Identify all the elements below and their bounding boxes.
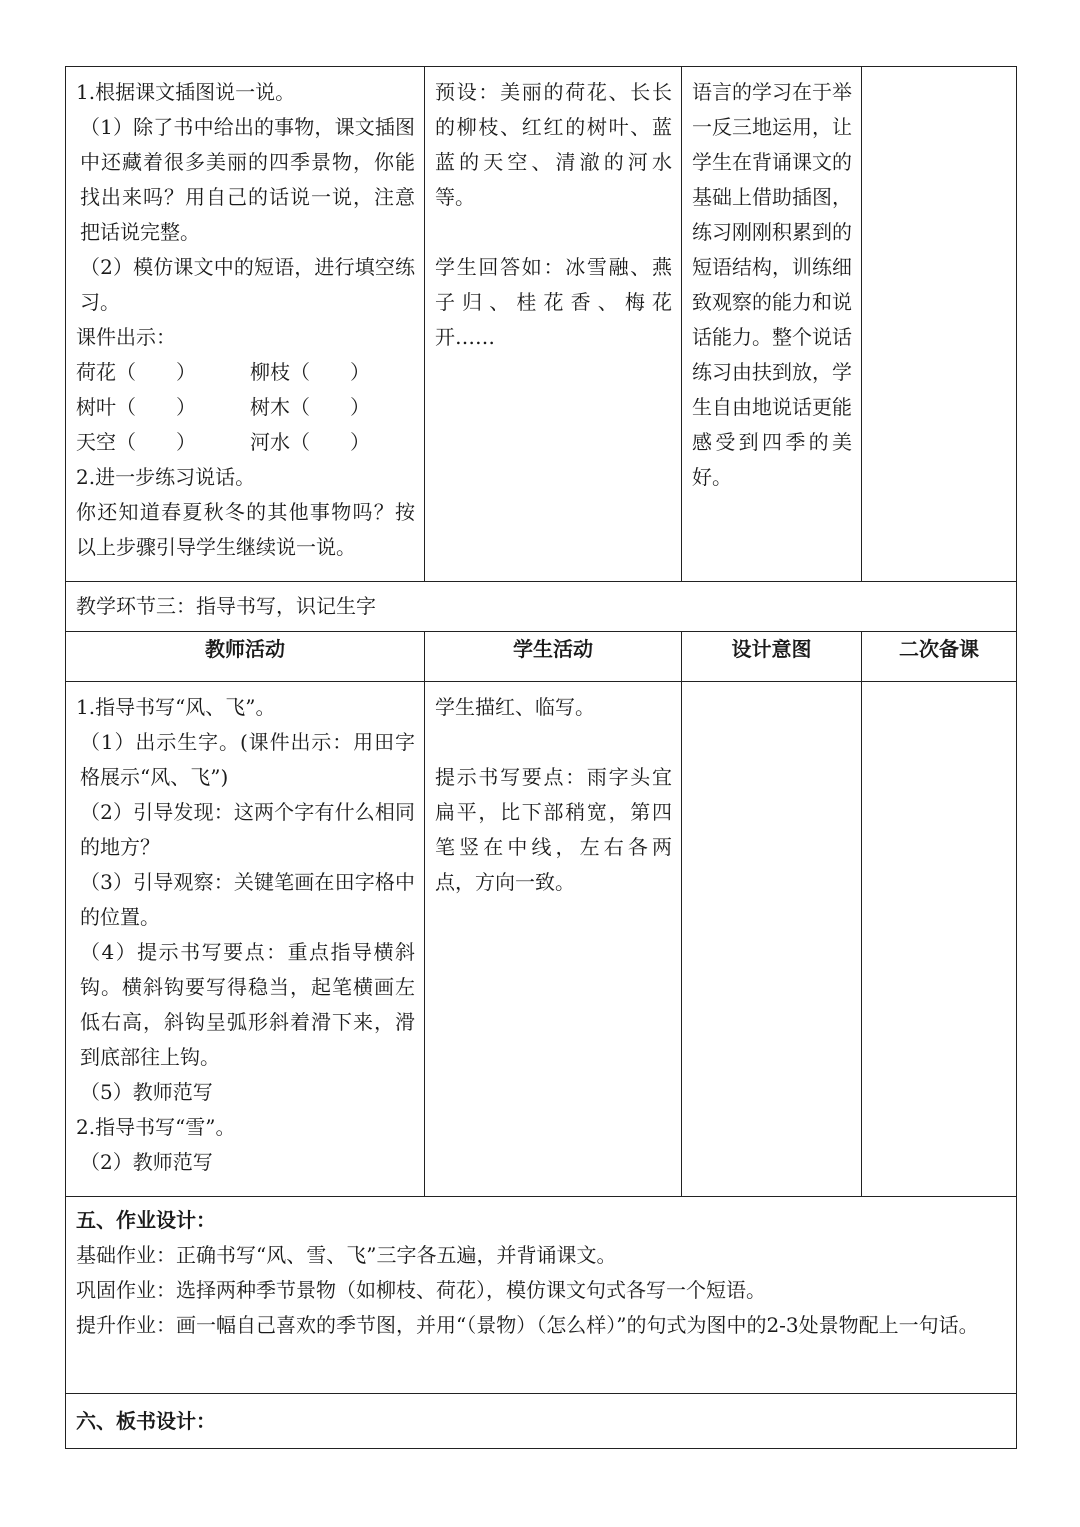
student-line: 学生回答如：冰雪融、燕子归、桂花香、梅花开……: [435, 255, 672, 349]
teacher-line: （1）除了书中给出的事物，课文插图中还藏着很多美丽的四季景物，你能找出来吗？用自己的话说一说，注意把话说完整。: [80, 115, 415, 244]
design-text: 语言的学习在于举一反三地运用，让学生在背诵课文的基础上借助插图，练习刚刚积累到的短语结构，训练细致观察的能力和说话能力。整个说话练习由扶到放，学生自由地说话更能感受到四季的美好。: [692, 80, 852, 489]
student-line: 预设：美丽的荷花、长长的柳枝、红红的树叶、蓝蓝的天空、清澈的河水等。: [435, 80, 672, 209]
fill-blank-item: 树木（ ）: [250, 395, 370, 419]
teacher-line: 2.指导书写“雪”。: [76, 1115, 236, 1139]
board-design-cell: [66, 1394, 1017, 1449]
homework-advanced: 提升作业：画一幅自己喜欢的季节图，并用“（景物）（怎么样）”的句式为图中的2-3处景物配上一句话。: [76, 1313, 979, 1337]
homework-cell: [66, 1197, 1017, 1394]
homework-row: [66, 1197, 1017, 1394]
header-design: 设计意图: [682, 632, 862, 682]
teacher-line: （4）提示书写要点：重点指导横斜钩。横斜钩要写得稳当，起笔横画左低右高，斜钩呈弧形斜着滑下来，滑到底部往上钩。: [80, 940, 415, 1069]
teacher-line: （2）教师范写: [80, 1150, 213, 1174]
student-line: 学生描红、临写。: [435, 695, 595, 719]
student-activity-cell: [425, 67, 682, 582]
fill-blank-row: [76, 355, 415, 390]
teacher-line: 1.根据课文插图说一说。: [76, 80, 296, 104]
design-intent-cell: [682, 682, 862, 1197]
board-design-row: [66, 1394, 1017, 1449]
teacher-line: 你还知道春夏秋冬的其他事物吗？按以上步骤引导学生继续说一说。: [76, 500, 415, 559]
fill-blank-item: 树叶（ ）: [76, 395, 196, 419]
section-title: 教学环节三：指导书写，识记生字: [76, 594, 376, 618]
fill-blank-item: 荷花（ ）: [76, 360, 196, 384]
second-prep-cell: [862, 67, 1017, 582]
teacher-line: （3）引导观察：关键笔画在田字格中的位置。: [80, 870, 415, 929]
teacher-line: 1.指导书写“风、飞”。: [76, 695, 276, 719]
teacher-line: 课件出示：: [76, 325, 176, 349]
teacher-activity-cell: [66, 682, 425, 1197]
design-text: [682, 682, 861, 698]
header-row: [66, 632, 1017, 682]
homework-consolidate: 巩固作业：选择两种季节景物（如柳枝、荷花），模仿课文句式各写一个短语。: [76, 1278, 766, 1302]
teacher-line: （2）引导发现：这两个字有什么相同的地方？: [80, 800, 415, 859]
fill-blank-row: [76, 425, 415, 460]
section-cell: [66, 582, 1017, 632]
homework-basic: 基础作业：正确书写“风、雪、飞”三字各五遍，并背诵课文。: [76, 1243, 617, 1267]
activity-row-writing: [66, 682, 1017, 1197]
teacher-line: 2.进一步练习说话。: [76, 465, 256, 489]
second-prep-text: [862, 682, 1016, 698]
board-design-title: 六、板书设计：: [76, 1408, 216, 1433]
lesson-plan-table: [65, 66, 1017, 1449]
activity-row-speaking: [66, 67, 1017, 582]
student-activity-cell: [425, 682, 682, 1197]
fill-blank-item: 柳枝（ ）: [250, 360, 370, 384]
teacher-activity-cell: [66, 67, 425, 582]
teacher-line: （5）教师范写: [80, 1080, 213, 1104]
fill-blank-row: [76, 390, 415, 425]
header-second: 二次备课: [862, 632, 1017, 682]
teacher-line: （1）出示生字。(课件出示：用田字格展示“风、飞”): [80, 730, 415, 789]
second-prep-text: [862, 67, 1016, 83]
second-prep-cell: [862, 682, 1017, 1197]
teacher-line: （2）模仿课文中的短语，进行填空练习。: [80, 255, 415, 314]
header-teacher: 教师活动: [66, 632, 425, 682]
homework-title: 五、作业设计：: [76, 1208, 216, 1232]
fill-blank-item: 河水（ ）: [250, 430, 370, 454]
design-intent-cell: [682, 67, 862, 582]
section-row: [66, 582, 1017, 632]
header-student: 学生活动: [425, 632, 682, 682]
student-line: 提示书写要点：雨字头宜扁平，比下部稍宽，第四笔竖在中线，左右各两点，方向一致。: [435, 765, 672, 894]
fill-blank-item: 天空（ ）: [76, 430, 196, 454]
